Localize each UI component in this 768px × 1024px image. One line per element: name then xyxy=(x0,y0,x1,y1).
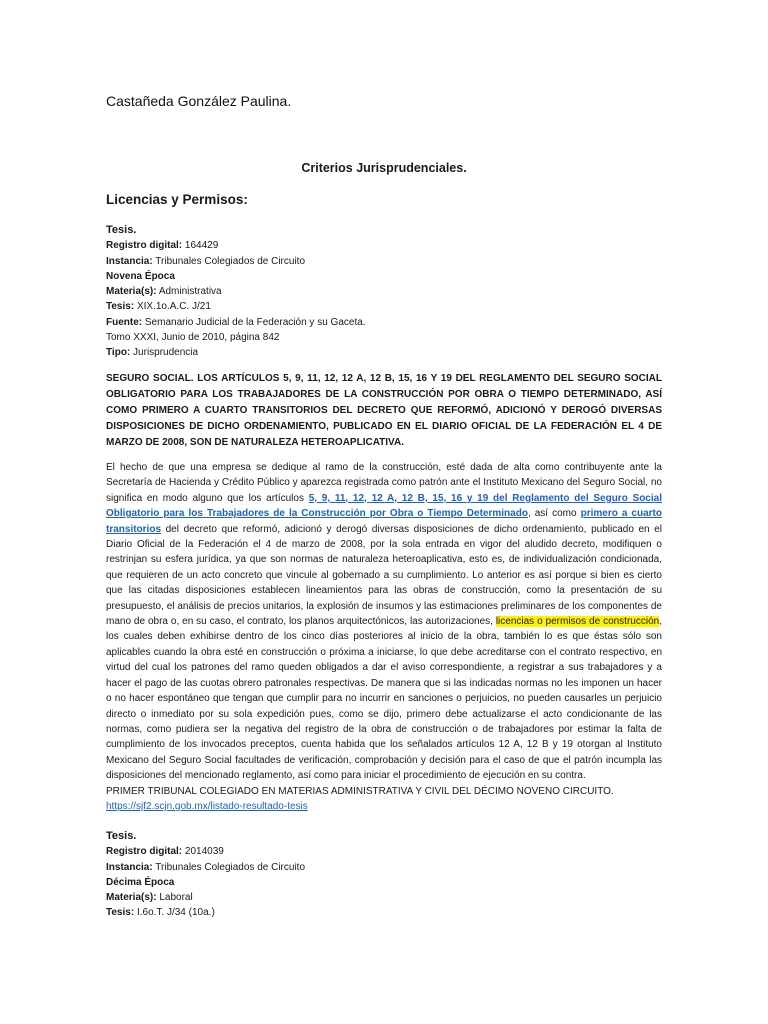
instancia-value: Tribunales Colegiados de Circuito xyxy=(155,861,306,873)
fuente-label: Fuente: xyxy=(106,316,143,328)
registro-value: 164429 xyxy=(184,240,219,252)
document-title: Criterios Jurisprudenciales. xyxy=(301,161,467,175)
tesis-value: I.6o.T. J/34 (10a.) xyxy=(136,907,215,919)
thesis-heading: Tesis. xyxy=(106,830,137,842)
section-heading: Licencias y Permisos: xyxy=(106,192,248,207)
tesis-label: Tesis: xyxy=(106,301,135,313)
body-text-part-3: del decreto que reformó, adicionó y derogó diversas disposiciones de dicho ordenamiento, publicado en el Diario Oficial de la Federación el 4 de marzo de 2008, por la sola entrada en vigor del aludido decreto, modifiquen o restrinjan su esfera jurídica, ya que son normas de naturaleza heteroaplicativa, esto es, de individualización condicionada, que requieren de un acto concreto que vincule al gobernado a su cumplimiento. Lo anterior es así porque si bien es cierto que las citadas disposiciones establecen lineamientos para las obras de construcción, como la presentación de su presupuesto, el análisis de precios unitarios, la explosión de insumos y las estimaciones preliminares de los componentes de mano de obra o, en su caso, el contrato, los planos arquitectónicos, las autorizaciones, xyxy=(106,523,662,628)
body-text-part-1: El hecho de que una empresa se dedique al ramo de la construcción, esté dada de alta como contribuyente ante la Secretaría de Hacienda y Crédito Público y aparezca registrada como patrón ante el Instituto Mexicano del Seguro Social, no significa en modo alguno que los artículos xyxy=(106,462,662,504)
court-name: PRIMER TRIBUNAL COLEGIADO EN MATERIAS ADMINISTRATIVA Y CIVIL DEL DÉCIMO NOVENO CIRCUITO. xyxy=(106,785,614,797)
tesis-line xyxy=(106,905,662,920)
registro-label: Registro digital: xyxy=(106,240,183,252)
fuente-line xyxy=(106,315,662,330)
materia-value: Administrativa xyxy=(158,286,222,298)
instancia-line xyxy=(106,860,662,875)
author-name: Castañeda González Paulina. xyxy=(106,93,292,109)
materia-line xyxy=(106,890,662,905)
epoca-value: Novena Época xyxy=(106,270,175,282)
thesis-body xyxy=(106,460,662,814)
epoca-value: Décima Época xyxy=(106,876,175,888)
articles-link[interactable]: 5, 9, 11, 12, 12 A, 12 B, 15, 16 y 19 del Reglamento del Seguro Social Obligatorio para los Trabajadores de la Construcción por Obra o Tiempo Determinado xyxy=(106,492,662,520)
tipo-label: Tipo: xyxy=(106,347,131,359)
registro-label: Registro digital: xyxy=(106,846,183,858)
materia-label: Materia(s): xyxy=(106,892,157,904)
instancia-label: Instancia: xyxy=(106,255,153,267)
tesis-line xyxy=(106,299,662,314)
transitorios-link[interactable]: primero a cuarto transitorios xyxy=(106,508,662,535)
instancia-label: Instancia: xyxy=(106,861,153,873)
tesis-label: Tesis: xyxy=(106,907,135,919)
thesis-2-metadata xyxy=(106,829,662,921)
materia-label: Materia(s): xyxy=(106,286,157,298)
registro-line xyxy=(106,844,662,859)
tipo-line xyxy=(106,345,662,360)
tesis-value: XIX.1o.A.C. J/21 xyxy=(136,301,211,313)
materia-value: Laboral xyxy=(159,892,193,904)
fuente-value: Semanario Judicial de la Federación y su Gaceta. xyxy=(144,316,366,328)
thesis-heading: Tesis. xyxy=(106,224,137,236)
body-text-part-4: , los cuales deben exhibirse dentro de los cinco días posteriores al inicio de la obra, también lo es que éstas sólo son aplicables cuando la obra esté en construcción o próxima a iniciarse, lo que debe acreditarse con el contrato respectivo, en virtud del cual los patrones del ramo queden obligados a dar el aviso correspondiente, a registrar a sus trabajadores y a hacer el pago de las cuotas obrero patronales respectivas. De manera que si las indicadas normas no les imponen un hacer o no hacer espontáneo que tengan que cumplir para no incurrir en sanciones o perjuicios, no pueden causarles un perjuicio directo o inmediato por su sola expedición pues, como se dijo, primero debe actualizarse el acto condicionante de las normas, como pudiera ser la negativa del registro de la obra de construcción o de trabajadores por estimar la falta de cumplimiento de los invocados preceptos, cuenta habida que los señalados artículos 12 A, 12 B y 19 otorgan al Instituto Mexicano del Seguro Social facultades de verificación, comprobación y decisión para el caso de que el patrón incumpla las disposiciones del mencionado reglamento, así como para iniciar el procedimiento de ejecución en su contra. xyxy=(106,616,662,782)
registro-line xyxy=(106,238,662,253)
tomo-value: Tomo XXXI, Junio de 2010, página 842 xyxy=(106,332,280,344)
instancia-value: Tribunales Colegiados de Circuito xyxy=(155,255,306,267)
tipo-value: Jurisprudencia xyxy=(133,347,199,359)
body-text-part-2: , así como xyxy=(527,508,581,520)
instancia-line xyxy=(106,254,662,269)
source-url-link[interactable]: https://sjf2.scjn.gob.mx/listado-resultado-tesis xyxy=(106,800,308,812)
thesis-1-metadata xyxy=(106,223,662,361)
thesis-rubric: SEGURO SOCIAL. LOS ARTÍCULOS 5, 9, 11, 12, 12 A, 12 B, 15, 16 Y 19 DEL REGLAMENTO DEL SEGURO SOCIAL OBLIGATORIO PARA LOS TRABAJADORES DE LA CONSTRUCCIÓN POR OBRA O TIEMPO DETERMINADO, ASÍ COMO PRIMERO A CUARTO TRANSITORIOS DEL DECRETO QUE REFORMÓ, ADICIONÓ Y DEROGÓ DIVERSAS DISPOSICIONES DE DICHO ORDENAMIENTO, PUBLICADO EN EL DIARIO OFICIAL DE LA FEDERACIÓN EL 4 DE MARZO DE 2008, SON DE NATURALEZA HETEROAPLICATIVA. xyxy=(106,373,662,448)
materia-line xyxy=(106,284,662,299)
registro-value: 2014039 xyxy=(184,846,224,858)
highlighted-text: licencias o permisos de construcción xyxy=(495,616,660,628)
